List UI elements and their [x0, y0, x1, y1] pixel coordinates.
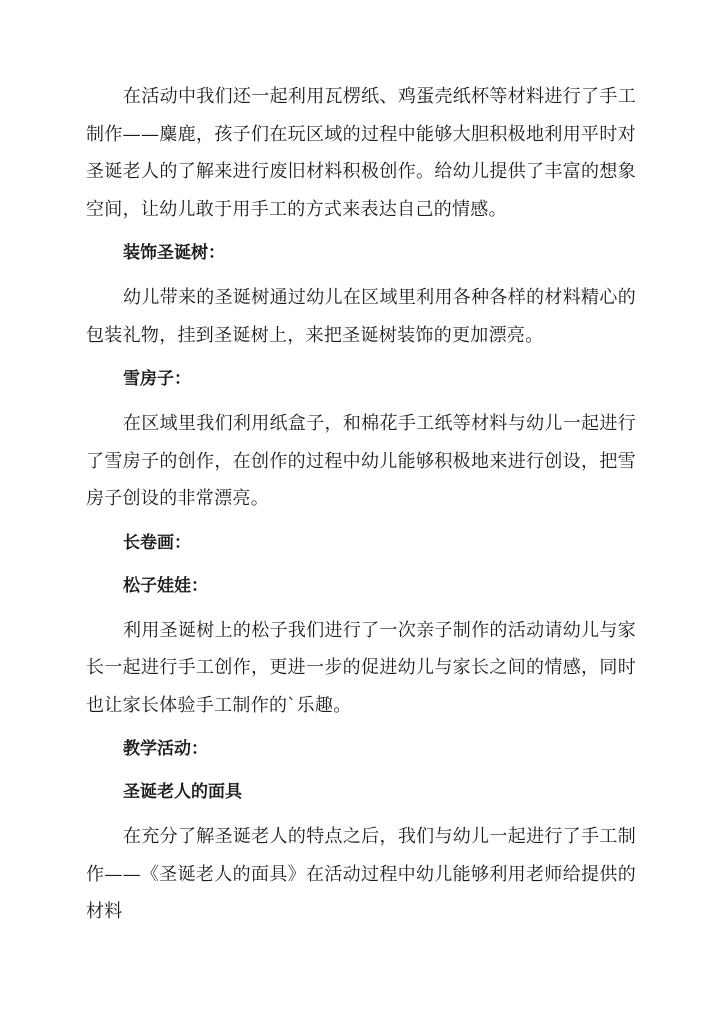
paragraph-pinecone-doll: 利用圣诞树上的松子我们进行了一次亲子制作的活动请幼儿与家长一起进行手工创作，更进一步的促进幼儿与家长之间的情感，同时也让家长体验手工制作的`乐趣。 [86, 619, 636, 716]
document-body [86, 78, 636, 931]
heading-teaching-activity: 教学活动： [123, 739, 208, 759]
heading-snow-house: 雪房子： [123, 369, 191, 389]
paragraph-santa-mask: 在充分了解圣诞老人的特点之后，我们与幼儿一起进行了手工制作——《圣诞老人的面具》在活动过程中幼儿能够利用老师给提供的材料 [86, 826, 636, 922]
heading-santa-mask: 圣诞老人的面具 [123, 782, 242, 802]
paragraph-reindeer-craft: 在活动中我们还一起利用瓦楞纸、鸡蛋壳纸杯等材料进行了手工制作——麋鹿，孩子们在玩区域的过程中能够大胆积极地利用平时对圣诞老人的了解来进行废旧材料积极创作。给幼儿提供了丰富的想象空间，让幼儿敢于用手工的方式来表达自己的情感。 [86, 86, 636, 220]
heading-long-scroll: 长卷画： [123, 532, 191, 553]
paragraph-snow-house: 在区域里我们利用纸盒子，和棉花手工纸等材料与幼儿一起进行了雪房子的创作，在创作的过程中幼儿能够积极地来进行创设，把雪房子创设的非常漂亮。 [86, 413, 636, 509]
heading-pinecone-doll: 松子娃娃： [123, 575, 208, 596]
heading-decorate-tree: 装饰圣诞树： [123, 243, 225, 263]
paragraph-decorate-tree: 幼儿带来的圣诞树通过幼儿在区域里利用各种各样的材料精心的包装礼物，挂到圣诞树上，来把圣诞树装饰的更加漂亮。 [86, 287, 636, 346]
